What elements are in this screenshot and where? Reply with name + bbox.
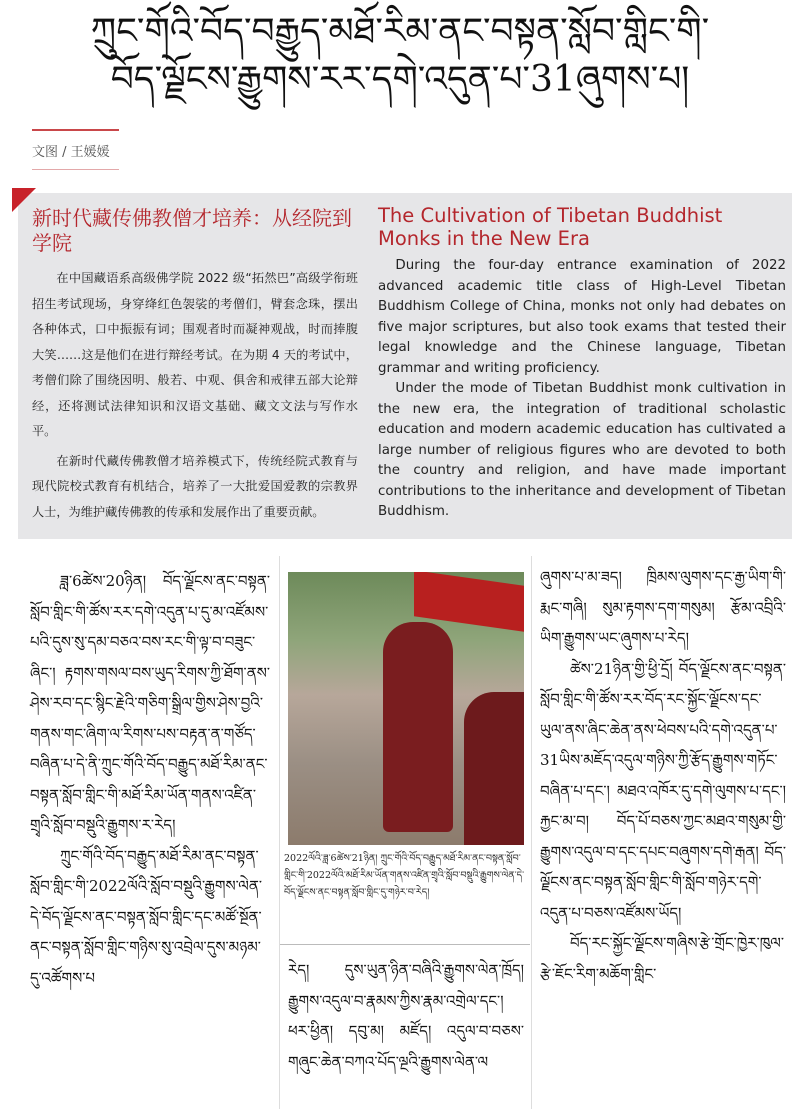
tibetan-headline (0, 8, 800, 104)
tibetan-paragraph: བོད་རང་སྐྱོང་ལྗོངས་གཞིས་རྩེ་གྲོང་ཁྱེར་ཁུལ་རྩེ་ཇོང་རིག་མཆོག་གླིང་ (540, 934, 785, 983)
tibetan-paragraph: ཟླ་6ཚེས་20ཉིན། བོད་ལྗོངས་ནང་བསྟན་སློབ་གླིང་གི་ཚོས་རར་དགེ་འདུན་པ་དུ་མ་འཛོམས་པའི་དུས་སུ་དམ་བཅའ་བས་རང་གི་ལྟ་བ་བཟུང་ཞིང་། རྟགས་གསལ་བས་ཡུད་རིགས་ཀྱི་ཐོག་ནས་ཤེས་རབ་དང་སྙིང་རྗེའི་གཅིག་སྒྲིལ་གྱིས་ཤེས་བྱའི་གནས་གང་ཞིག་ལ་རིགས་པས་བརྟན་ན་གཙོད་བཞིན་པ་དེ་ནི་ཀྲུང་གོའི་བོད་བརྒྱུད་མཐོ་རིམ་ནང་བསྟན་སློབ་གླིང་གི་མཐོ་རིམ་ཡོན་གནས་འཛིན་གྲྭའི་སློབ་བསྡུའི་རྒྱུགས་ར་རེད། (30, 572, 270, 834)
tibetan-paragraph: ཞུགས་པ་མ་ཟད། ཁྲིམས་ལུགས་དང་རྒྱ་ཡིག་གི་རྨང་གཞི། སུམ་རྟགས་དག་གསུམ། རྩོམ་འབྲིའི་ཡིག་རྒྱུགས་ཡང་ཞུགས་པ་རེད། (540, 568, 786, 647)
photo-caption: 2022ལོའི་ཟླ་6ཚེས་21ཉིན། ཀྲུང་གོའི་བོད་བརྒྱུད་མཐོ་རིམ་ནང་བསྟན་སློབ་གླིང་གི་2022ལོའི་མཐོ་རིམ་ཡོན་གནས་འཛིན་གྲྭའི་སློབ་བསྡུའི་རྒྱུགས་ལེན་དེ་བོད་ལྗོངས་ནང་བསྟན་སློབ་གླིང་དུ་གཉེར་བ་རེད། (284, 853, 525, 898)
chinese-paragraph-1: 在中国藏语系高级佛学院 2022 级“拓然巴”高级学衔班招生考试现场，身穿绛红色袈裟的考僧们，臂套念珠，摆出各种体式，口中振振有词；围观者时而凝神观战，时而捧腹大笑……这是他们在进行辩经考试。在为期 4 天的考试中，考僧们除了围绕因明、般若、中观、俱舍和戒律五部大论辩经，还将测试法律知识和汉语文基础、藏文文法与写作水平。 (32, 271, 358, 438)
english-paragraph-1: During the four-day entrance examination of 2022 advanced academic title class of High-Level Tibetan Buddhism College of China, monks not only had debates on five major scriptures, but also took exams that tested their legal knowledge and the Chinese language, Tibetan grammar and writing proficiency. (378, 258, 786, 376)
english-paragraph-2: Under the mode of Tibetan Buddhist monk cultivation in the new era, the integration of traditional scholastic education and modern academic education has cultivated a large number of religious figures who are devoted to both the country and religion, and have made important contributions to the inheritance and development of Tibetan Buddhism. (378, 381, 786, 519)
chinese-summary (32, 206, 358, 525)
headline-line-2: བོད་ལྗོངས་རྒྱུགས་རར་དགེ་འདུན་པ་31ཞུགས་པ། (110, 59, 690, 100)
photo-monk-debate (288, 572, 524, 845)
tibetan-paragraph: ཚེས་21ཉིན་གྱི་ཕྱི་དྲོ། བོད་ལྗོངས་ནང་བསྟན་སློབ་གླིང་གི་ཚོས་རར་བོད་རང་སྐྱོང་ལྗོངས་དང་ཡུལ་ནས་ཞིང་ཆེན་ནས་ཕེབས་པའི་དགེ་འདུན་པ་31ཡིས་མཇོད་འདུལ་གཉིས་ཀྱི་རྩོད་རྒྱུགས་གཏོང་བཞིན་པ་དང་། མཐའ་འཁོར་དུ་དགེ་ལུགས་པ་དང་། རྐྱང་མ་བ། བོད་པོ་བཅས་ཀྱང་མཐའ་གསུམ་གྱི་རྒྱུགས་འདུལ་བ་དང་དཔང་བཞུགས་དགེ་རྒན། བོད་ལྗོངས་ནང་བསྟན་སློབ་གླིང་གི་སློབ་གཉེར་དགེ་འདུན་པ་བཅས་འཛོམས་ཡོད། (540, 659, 786, 922)
tibetan-column-1 (30, 566, 270, 993)
tibetan-column-3 (540, 562, 786, 989)
caption-rule (280, 944, 530, 945)
column-divider (531, 556, 532, 1109)
tibetan-column-2 (288, 955, 524, 1077)
tibetan-paragraph: ཀྲུང་གོའི་བོད་བརྒྱུད་མཐོ་རིམ་ནང་བསྟན་སློབ་གླིང་གི་2022ལོའི་སློབ་བསྡུའི་རྒྱུགས་ལེན་དེ་བོད་ལྗོངས་ནང་བསྟན་སློབ་གླིང་དང་མཚོ་སྔོན་ནང་བསྟན་སློབ་གླིང་གཉིས་སུ་འབྲེལ་དུས་མཉམ་དུ་འཚོགས་པ (30, 846, 263, 987)
byline: 文图 / 王媛媛 (32, 129, 119, 170)
seated-monk (464, 692, 524, 845)
headline-line-1: ཀྲུང་གོའི་བོད་བརྒྱུད་མཐོ་རིམ་ནང་བསྟན་སློབ་གླིང་གི་ (90, 11, 710, 52)
chinese-title: 新时代藏传佛教僧才培养：从经院到学院 (32, 206, 352, 255)
tibetan-paragraph: རེད། དུས་ཡུན་ཉིན་བཞིའི་རྒྱུགས་ལེན་ཁྲོད། རྒྱུགས་འདུལ་བ་རྣམས་ཀྱིས་རྣམ་འགྲེལ་དང་། ཕར་ཕྱིན། དབུ་མ། མཛོད། འདུལ་བ་བཅས་གཞུང་ཆེན་བཀའ་པོད་ལྔའི་རྒྱུགས་ལེན་ལ (288, 961, 524, 1071)
column-divider (279, 556, 280, 1109)
english-title: The Cultivation of Tibetan Buddhist Monks in the New Era (378, 204, 723, 250)
chinese-paragraph-2: 在新时代藏传佛教僧才培养模式下，传统经院式教育与现代院校式教育有机结合，培养了一大批爱国爱教的宗教界人士，为维护藏传佛教的传承和发展作出了重要贡献。 (32, 453, 358, 519)
english-summary (378, 204, 786, 523)
debating-monk (383, 622, 453, 832)
